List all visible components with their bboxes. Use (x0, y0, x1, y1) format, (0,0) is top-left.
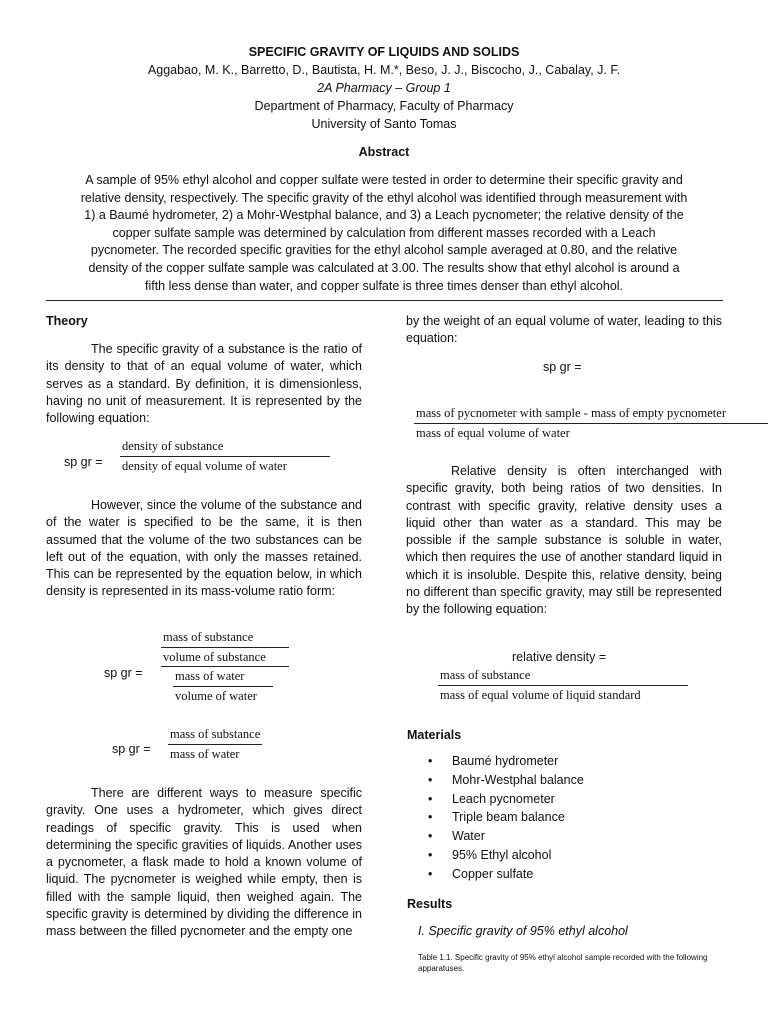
materials-list (408, 754, 584, 886)
department: Department of Pharmacy, Faculty of Pharmacy (254, 99, 514, 113)
eq4-fraction (414, 406, 768, 441)
eq5-fraction (438, 668, 688, 703)
eq1-fraction (120, 439, 330, 474)
eq2-top-denominator: volume of substance (163, 650, 266, 664)
relative-density-paragraph: Relative density is often interchanged with specific gravity, both being ratios of two densities. In contrast with specific gravity, relative density uses a liquid other than water as a standard. This may be possible if the sample substance is soluble in water, which then requires the use of another standard liquid in which it is insoluble. Despite this, relative density, being no different than specific gravity, may still be represented by the following equation: (406, 464, 722, 617)
abstract-line: A sample of 95% ethyl alcohol and copper sulfate were tested in order to determine their specific gravity and (85, 173, 683, 187)
table-caption: Table 1.1. Specific gravity of 95% ethyl alcohol sample recorded with the following apparatuses. (418, 953, 708, 973)
paper-title: SPECIFIC GRAVITY OF LIQUIDS AND SOLIDS (248, 45, 520, 59)
eq2-bottom-fraction (161, 667, 289, 704)
eq2-label: sp gr = (104, 666, 143, 680)
abstract-line: density of the copper sulfate sample was calculated at 3.00. The results show that ethyl alcohol is around a (88, 260, 680, 275)
eq1-label: sp gr = (64, 455, 103, 469)
abstract-body (46, 172, 722, 295)
eq2-top-fraction (161, 630, 289, 667)
eq1-denominator: density of equal volume of water (122, 459, 287, 473)
theory-paragraph-1: The specific gravity of a substance is the ratio of its density to that of an equal volume of water, which serves as a standard. By definition, it is dimensionless, having no unit of measurement. It is represented by the following equation: (46, 342, 362, 426)
authors: Aggabao, M. K., Barretto, D., Bautista, H. M.*, Beso, J. J., Biscocho, J., Cabalay, J. F. (147, 63, 621, 77)
theory-paragraph-3: There are different ways to measure specific gravity. One uses a hydrometer, which gives direct readings of specific gravity. This is used when determining the specific gravities of liquids. Another uses a pycnometer, a flask made to hold a known volume of liquid. The pycnometer is weighed while empty, then is filled with the sample liquid, then weighed again. The specific gravity is determined by dividing the difference in mass between the filled pycnometer and the empty one (46, 786, 362, 939)
eq2-top-numerator: mass of substance (161, 630, 289, 648)
abstract-line: copper sulfate sample was determined by calculation from different masses recorded with a Leach (112, 225, 656, 240)
list-item: • Baumé hydrometer (408, 754, 584, 773)
eq5-numerator: mass of substance (438, 668, 688, 686)
materials-heading: Materials (407, 728, 462, 742)
list-item: • Copper sulfate (408, 867, 584, 886)
eq2-compound-fraction (161, 630, 289, 704)
eq5-label: relative density = (512, 650, 607, 664)
list-item: • 95% Ethyl alcohol (408, 848, 584, 867)
eq3-fraction (168, 727, 262, 762)
list-item: • Mohr-Westphal balance (408, 773, 584, 792)
eq3-label: sp gr = (112, 742, 151, 756)
eq4-numerator: mass of pycnometer with sample - mass of empty pycnometer (414, 406, 768, 424)
eq3-denominator: mass of water (170, 747, 240, 761)
list-item: • Leach pycnometer (408, 792, 584, 811)
eq4-label: sp gr = (543, 360, 582, 374)
eq4-denominator: mass of equal volume of water (416, 426, 570, 440)
results-heading: Results (407, 897, 453, 911)
university: University of Santo Tomas (311, 117, 457, 131)
theory-heading: Theory (46, 314, 88, 328)
theory-continuation: by the weight of an equal volume of water, leading to this equation: (406, 314, 722, 346)
section-divider (46, 300, 723, 301)
abstract-line: pycnometer. The recorded specific gravities for the ethyl alcohol sample averaged at 0.80, and the relative (90, 243, 678, 258)
eq3-numerator: mass of substance (168, 727, 262, 745)
abstract-line: relative density, respectively. The specific gravity of the ethyl alcohol was identified through measurement with (80, 190, 688, 205)
results-subheading: I. Specific gravity of 95% ethyl alcohol (418, 924, 628, 938)
group-label: 2A Pharmacy – Group 1 (317, 81, 451, 95)
eq1-numerator: density of substance (120, 439, 330, 457)
eq2-bottom-denominator: volume of water (175, 689, 257, 703)
abstract-heading: Abstract (358, 145, 410, 159)
list-item: • Water (408, 829, 584, 848)
theory-paragraph-2: However, since the volume of the substance and of the water is specified to be the same, it is then assumed that the volume of the two substances can be left out of the equation, with only the masses retained. This can be represented by the equation below, in which density is represented in its mass-volume ratio form: (46, 498, 362, 599)
abstract-line: 1) a Baumé hydrometer, 2) a Mohr-Westphal balance, and 3) a Leach pycnometer; the relative density of the (84, 208, 684, 223)
abstract-line: fifth less dense than water, and copper sulfate is three times denser than ethyl alcohol. (144, 278, 624, 293)
eq2-bottom-numerator: mass of water (173, 669, 273, 687)
eq5-denominator: mass of equal volume of liquid standard (440, 688, 641, 702)
list-item: • Triple beam balance (408, 810, 584, 829)
